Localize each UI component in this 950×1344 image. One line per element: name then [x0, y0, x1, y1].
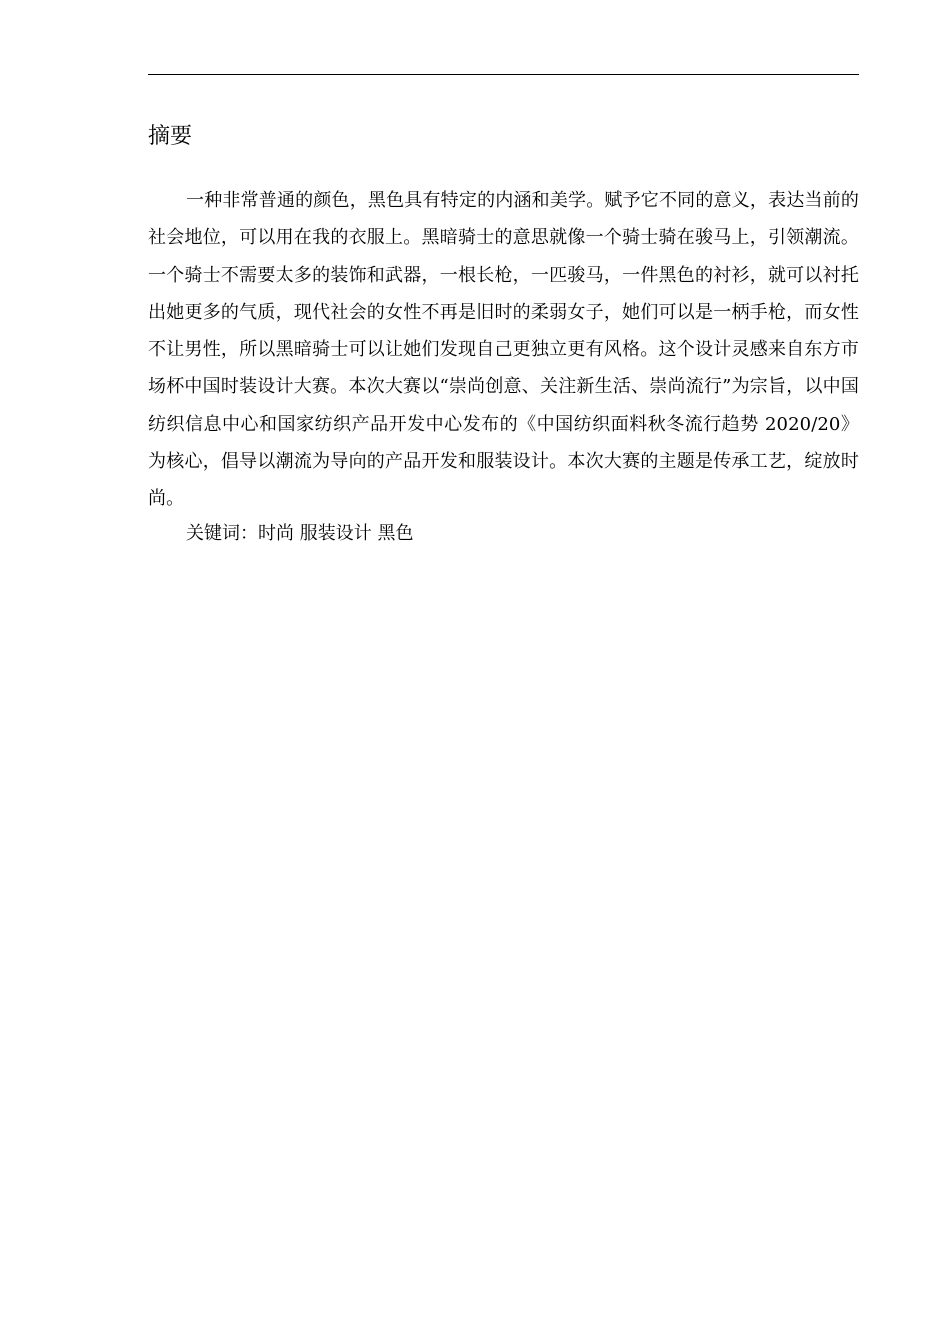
keywords-line — [186, 515, 413, 552]
abstract-body: 一种非常普通的颜色，黑色具有特定的内涵和美学。赋予它不同的意义，表达当前的社会地位，可以用在我的衣服上。黑暗骑士的意思就像一个骑士骑在骏马上，引领潮流。一个骑士不需要太多的装饰和武器，一根长枪，一匹骏马，一件黑色的衬衫，就可以衬托出她更多的气质，现代社会的女性不再是旧时的柔弱女子，她们可以是一柄手枪，而女性不让男性，所以黑暗骑士可以让她们发现自己更独立更有风格。这个设计灵感来自东方市场杯中国时装设计大赛。本次大赛以“崇尚创意、关注新生活、崇尚流行”为宗旨，以中国纺织信息中心和国家纺织产品开发中心发布的《中国纺织面料秋冬流行趋势 2020/20》为核心，倡导以潮流为导向的产品开发和服装设计。本次大赛的主题是传承工艺，绽放时尚。 — [148, 190, 859, 510]
keyword-1: 时尚 — [258, 523, 294, 544]
abstract-title: 摘要 — [148, 124, 193, 149]
keyword-3: 黑色 — [377, 523, 414, 544]
keywords-label: 关键词： — [186, 523, 258, 544]
header-rule — [148, 74, 859, 75]
keyword-2: 服装设计 — [299, 523, 372, 544]
